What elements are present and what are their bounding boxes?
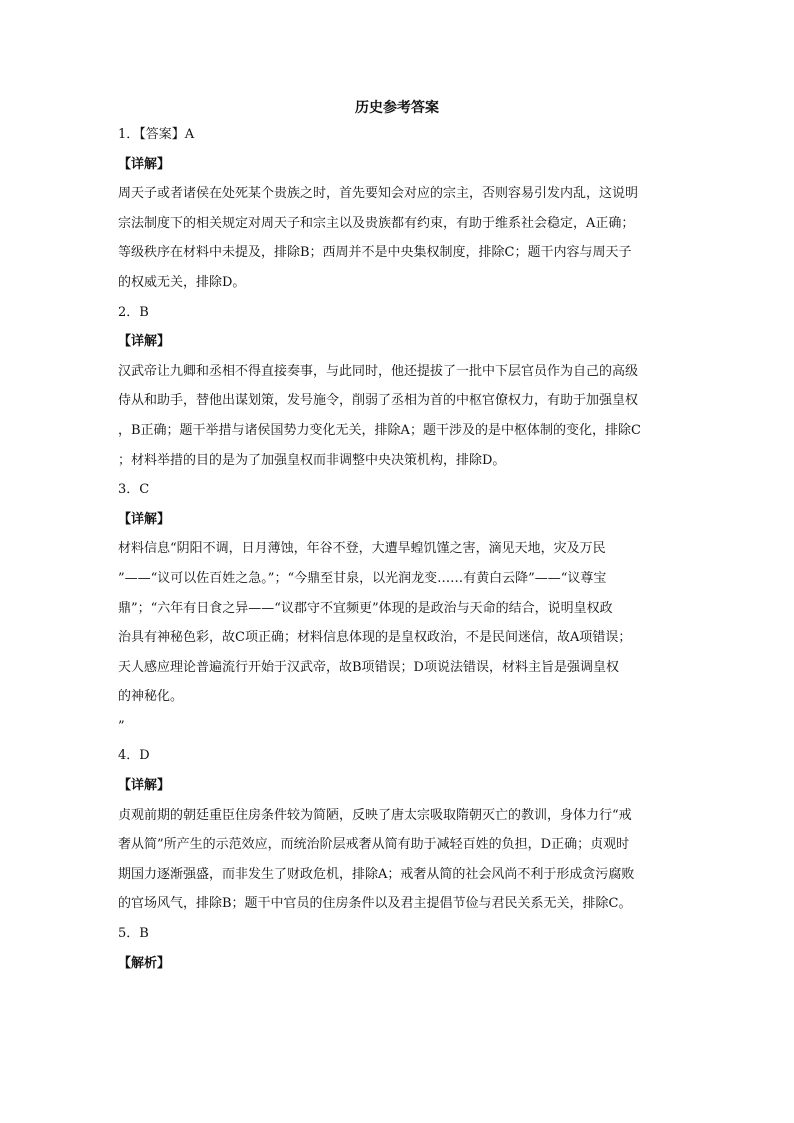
- explanation-line: 等级秩序在材料中未提及，排除B；西周并不是中央集权制度，排除C；题干内容与周天子: [118, 245, 632, 261]
- answer-item: [118, 475, 678, 741]
- explanation-line: 治具有神秘色彩，故C项正确；材料信息体现的是皇权政治，不是民间迷信，故A项错误；: [118, 630, 632, 646]
- explanation-line: 周天子或者诸侯在处死某个贵族之时，首先要知会对应的宗主，否则容易引发内乱，这说明: [118, 186, 639, 202]
- explanation-line: 宗法制度下的相关规定对周天子和宗主以及贵族都有约束，有助于维系社会稳定，A正确；: [118, 215, 635, 231]
- section-label: 【详解】: [118, 334, 171, 350]
- answer-item: [118, 120, 678, 298]
- answer-item: [118, 741, 678, 919]
- explanation-line: 汉武帝让九卿和丞相不得直接奏事，与此同时，他还提拔了一批中下层官员作为自己的高级: [118, 363, 639, 379]
- explanation-line: 鼎”；“六年有日食之异——“议郡守不宜频更”体现的是政治与天命的结合，说明皇权政: [118, 600, 613, 616]
- explanation-line: ”: [118, 718, 125, 734]
- answer-heading: 3．C: [118, 482, 150, 498]
- section-label: 【详解】: [118, 778, 171, 794]
- answer-list: [118, 120, 678, 978]
- answer-heading: 5．B: [118, 926, 149, 942]
- section-label: 【详解】: [118, 511, 171, 527]
- explanation-line: ”——“议可以佐百姓之急。”；“今鼎至甘泉，以光润龙变……有黄白云降”——“议尊宝: [118, 570, 607, 586]
- answer-item: [118, 919, 678, 978]
- answer-heading: 1．【答案】A: [118, 127, 195, 142]
- explanation-line: 的官场风气，排除B；题干中官员的住房条件以及君主提倡节俭与君民关系无关，排除C。: [118, 896, 632, 912]
- explanation-line: 的神秘化。: [118, 689, 184, 705]
- explanation-line: ，B正确；题干举措与诸侯国势力变化无关，排除A；题干涉及的是中枢体制的变化，排除C: [118, 422, 641, 438]
- explanation-line: 贞观前期的朝廷重臣住房条件较为简陋，反映了唐太宗吸取隋朝灭亡的教训，身体力行“戒: [118, 807, 632, 823]
- explanation-line: 期国力逐渐强盛，而非发生了财政危机，排除A；戒奢从简的社会风尚不利于形成贪污腐败: [118, 866, 635, 882]
- answer-item: [118, 298, 678, 476]
- answer-heading: 2．B: [118, 304, 149, 320]
- explanation-line: 侍从和助手，替他出谋划策，发号施令，削弱了丞相为首的中枢官僚权力，有助于加强皇权: [118, 393, 639, 409]
- answer-heading: 4．D: [118, 748, 150, 764]
- section-label: 【详解】: [118, 156, 171, 172]
- explanation-line: 的权威无关，排除D。: [118, 274, 246, 290]
- explanation-line: 天人感应理论普遍流行开始于汉武帝，故B项错误；D项说法错误，材料主旨是强调皇权: [118, 659, 619, 675]
- explanation-line: 材料信息“阴阳不调，日月薄蚀，年谷不登，大遭旱蝗饥馑之害，滴见天地，灾及万民: [118, 541, 606, 557]
- document-title: 历史参考答案: [355, 100, 439, 116]
- section-label: 【解析】: [118, 955, 171, 971]
- explanation-line: ；材料举措的目的是为了加强皇权而非调整中央决策机构，排除D。: [118, 452, 506, 468]
- explanation-line: 奢从简”所产生的示范效应，而统治阶层戒奢从简有助于减轻百姓的负担，D正确；贞观时: [118, 837, 630, 853]
